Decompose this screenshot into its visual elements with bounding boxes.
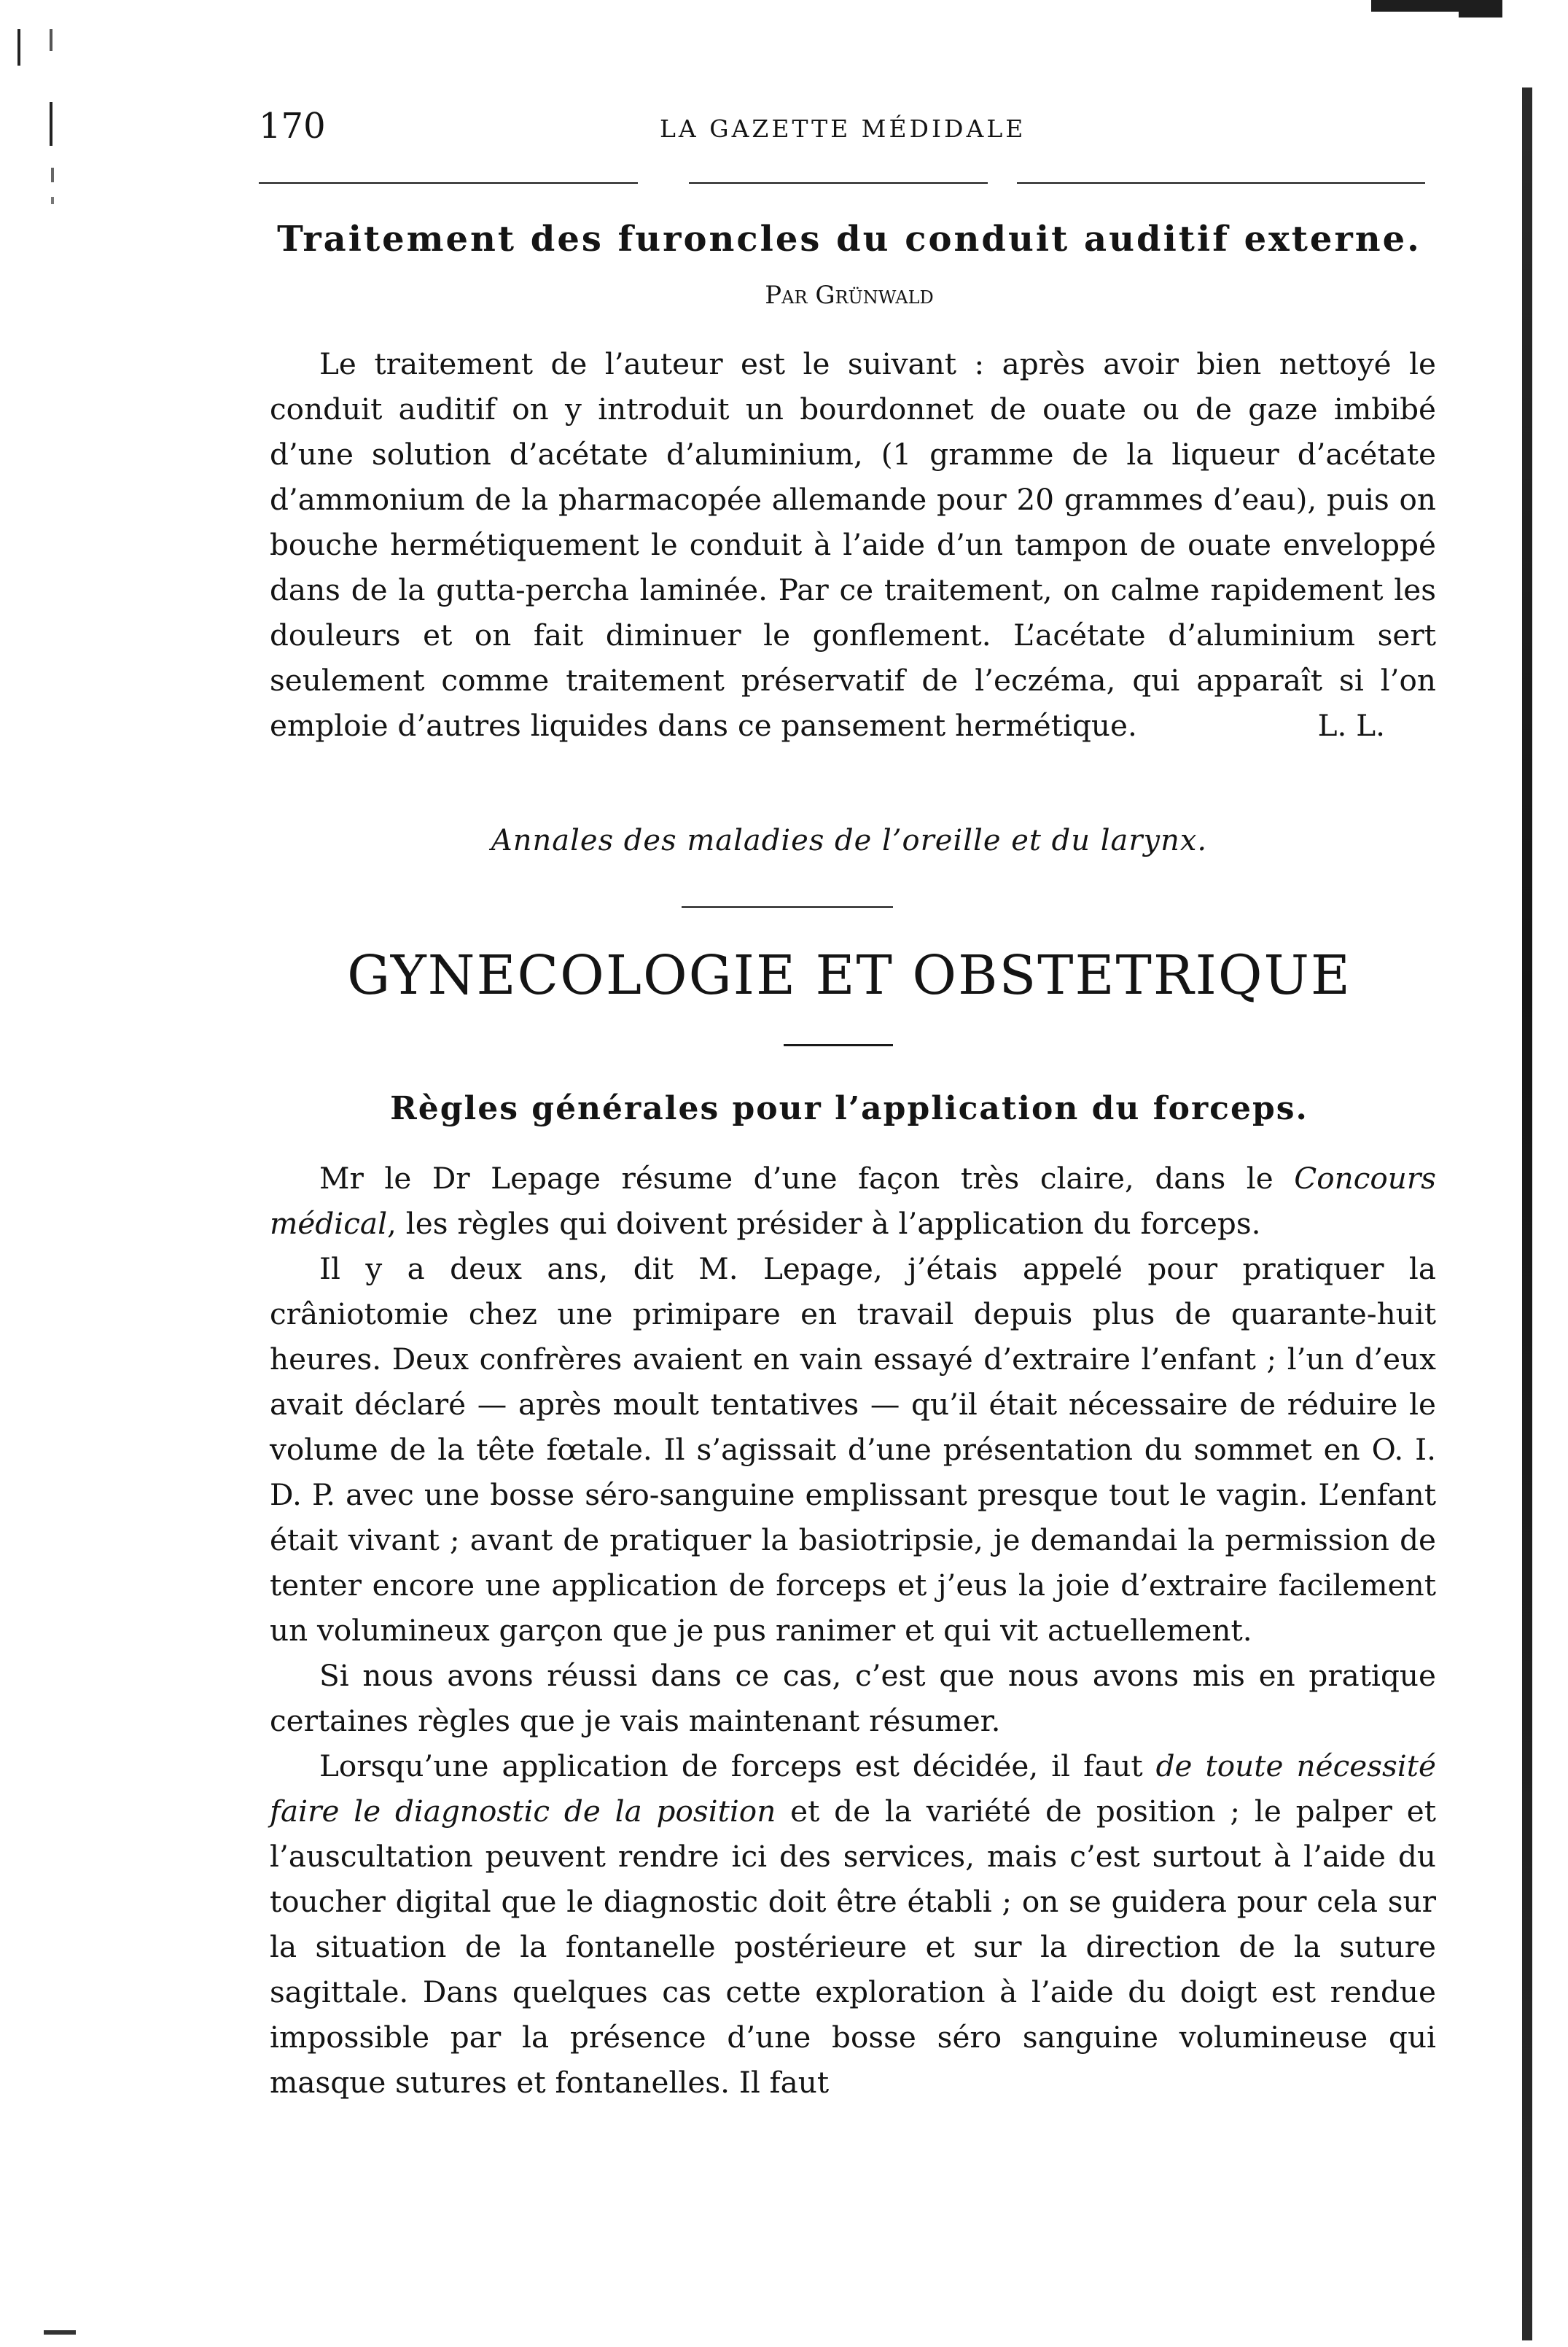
paragraph: Il y a deux ans, dit M. Lepage, j’étais appelé pour pratiquer la crâniotomie chez une primipare en travail depuis plus de quarante-huit heures. Deux confrères avaient en vain essayé d’extraire l’enfant ; l’un d’eux avait déclaré — après moult tentatives — qu’il était nécessaire de réduire le volume de la tête fœtale. Il s’agissait d’une présentation du sommet en O. I. D. P. avec une bosse séro-sanguine emplissant presque tout le vagin. L’enfant était vivant ; avant de pratiquer la basiotripsie, je demandai la permission de tenter encore une application de forceps et j’eus la joie d’extraire facilement un volumineux garçon que je pus ranimer et qui vit actuellement. bbox=[270, 1251, 1436, 1648]
running-header bbox=[259, 106, 1440, 157]
page-number: 170 bbox=[259, 106, 326, 147]
article-title: Règles générales pour l’application du forceps. bbox=[390, 1090, 1308, 1127]
article-body bbox=[270, 1156, 1436, 2105]
section-divider bbox=[682, 906, 893, 908]
journal-title: LA GAZETTE MÉDIDALE bbox=[660, 114, 1026, 143]
margin-mark bbox=[50, 102, 52, 146]
article-body bbox=[270, 341, 1436, 748]
article-byline: Par Grünwald bbox=[765, 281, 934, 310]
paragraph-text: Le traitement de l’auteur est le suivant : après avoir bien nettoyé le conduit auditif on y introduit un bourdonnet de ouate ou de gaze imbibé d’une solution d’acétate d’aluminium, (1 gramme de la liqueur d’acétate d’ammonium de la pharmacopée allemande pour 20 grammes d’eau), puis on bouche hermétiquement le conduit à l’aide d’un tampon de ouate enveloppé dans de la gutta-percha laminée. Par ce traitement, on calme rapidement les douleurs et on fait diminuer le gonflement. L’acétate d’aluminium sert seulement comme traitement préservatif de l’eczéma, qui apparaît si l’on emploie d’autres liquides dans ce pansement hermétique. bbox=[270, 346, 1436, 743]
paragraph bbox=[270, 1743, 1436, 2105]
article-title: Traitement des furoncles du conduit auditif externe. bbox=[277, 219, 1421, 260]
journal-reference: Concours médical bbox=[270, 1161, 1436, 1241]
header-rule bbox=[259, 182, 1425, 184]
paragraph: Si nous avons réussi dans ce cas, c’est que nous avons mis en pratique certaines règles que je vais maintenant résumer. bbox=[270, 1658, 1436, 1738]
margin-mark bbox=[44, 2330, 76, 2335]
article-source: Annales des maladies de l’oreille et du larynx. bbox=[491, 824, 1208, 857]
paragraph-text: et de la variété de position ; le palper et l’auscultation peuvent rendre ici des services, mais c’est surtout à l’aide du toucher digital que le diagnostic doit être établi ; on se guidera pour cela sur la situation de la fontanelle postérieure et sur la direction de la suture sagittale. Dans quelques cas cette exploration à l’aide du doigt est rendue impossible par la présence d’une bosse séro sanguine volumineuse qui masque sutures et fontanelles. Il faut bbox=[270, 1794, 1436, 2100]
margin-mark bbox=[51, 197, 54, 204]
margin-mark bbox=[17, 29, 20, 66]
paragraph bbox=[270, 341, 1436, 748]
section-title-rule bbox=[784, 1044, 893, 1046]
signature: L. L. bbox=[1317, 708, 1385, 743]
margin-mark bbox=[51, 168, 54, 182]
scan-edge-right bbox=[1522, 87, 1532, 2340]
scan-edge-top bbox=[1371, 0, 1502, 12]
paragraph-text: Mr le Dr Lepage résume d’une façon très claire, dans le bbox=[319, 1161, 1295, 1196]
paragraph-text: Lorsqu’une application de forceps est décidée, il faut bbox=[319, 1748, 1156, 1783]
margin-mark bbox=[50, 29, 52, 51]
emphasis: de toute nécessité faire le diagnostic de la position bbox=[270, 1748, 1436, 1829]
paragraph-text: , les règles qui doivent présider à l’application du forceps. bbox=[387, 1206, 1261, 1241]
paragraph bbox=[270, 1156, 1436, 1246]
section-title: GYNECOLOGIE ET OBSTETRIQUE bbox=[347, 944, 1351, 1007]
